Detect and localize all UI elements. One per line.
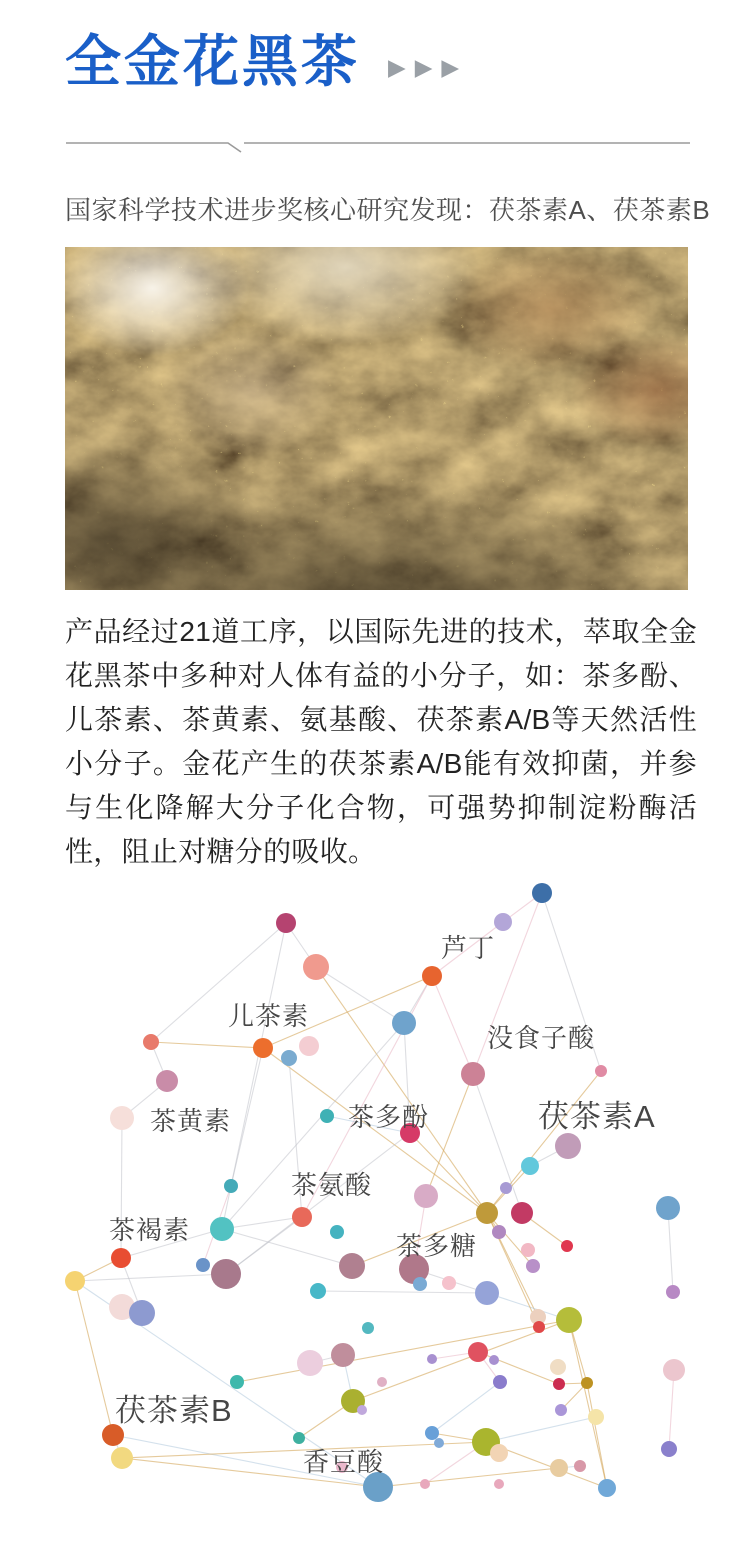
molecule-node (425, 1426, 439, 1440)
network-edge (316, 967, 404, 1023)
molecule-node (500, 1182, 512, 1194)
molecule-node (111, 1248, 131, 1268)
molecule-node (561, 1240, 573, 1252)
molecule-node (556, 1307, 582, 1333)
molecule-node (553, 1378, 565, 1390)
molecule-node (595, 1065, 607, 1077)
molecule-node (574, 1460, 586, 1472)
molecule-node (413, 1277, 427, 1291)
molecule-label: 芦丁 (441, 933, 496, 963)
description-paragraph: 产品经过21道工序，以国际先进的技术，萃取全金花黑茶中多种对人体有益的小分子，如：茶多酚、儿茶素、茶黄素、氨基酸、茯茶素A/B等天然活性小分子。金花产生的茯茶素A/B能有效抑菌，并参与生化降解大分子化合物，可强势抑制淀粉酶活性，阻止对糖分的吸收。 (65, 616, 697, 867)
network-edge (237, 1320, 569, 1382)
molecule-label: 茯茶素B (115, 1393, 233, 1428)
molecule-node (666, 1285, 680, 1299)
molecule-node (310, 1283, 326, 1299)
molecule-node (330, 1225, 344, 1239)
network-edge (75, 1281, 113, 1435)
molecule-node (550, 1459, 568, 1477)
molecule-node (210, 1217, 234, 1241)
molecule-node (196, 1258, 210, 1272)
molecule-label: 香豆酸 (303, 1447, 385, 1477)
network-edge (318, 1291, 487, 1293)
molecule-node (468, 1342, 488, 1362)
molecule-node (588, 1409, 604, 1425)
molecule-node (521, 1243, 535, 1257)
molecule-node (661, 1441, 677, 1457)
molecule-node (442, 1276, 456, 1290)
molecule-label: 茶多酚 (348, 1102, 430, 1132)
molecule-node (555, 1404, 567, 1416)
molecule-node (281, 1050, 297, 1066)
molecule-node (476, 1202, 498, 1224)
molecule-node (493, 1375, 507, 1389)
molecule-node (533, 1321, 545, 1333)
molecule-node (427, 1354, 437, 1364)
molecule-node (339, 1253, 365, 1279)
molecule-node (414, 1184, 438, 1208)
network-edge (151, 1042, 263, 1048)
molecule-node (521, 1157, 539, 1175)
network-edge (432, 976, 473, 1074)
molecule-node (526, 1259, 540, 1273)
molecule-node (532, 883, 552, 903)
molecule-node (461, 1062, 485, 1086)
network-edge (432, 1382, 500, 1433)
molecule-node (581, 1377, 593, 1389)
molecule-node (475, 1281, 499, 1305)
molecule-node (211, 1259, 241, 1289)
subtitle: 国家科学技术进步奖核心研究发现：茯茶素A、茯茶素B (65, 195, 711, 225)
molecule-node (276, 913, 296, 933)
molecule-node (111, 1447, 133, 1469)
molecule-node (299, 1036, 319, 1056)
molecule-label: 茶多糖 (396, 1231, 478, 1261)
molecule-node (656, 1196, 680, 1220)
molecule-label: 茯茶素A (538, 1099, 656, 1134)
molecule-node (357, 1405, 367, 1415)
molecule-label: 茶氨酸 (291, 1170, 373, 1200)
network-edge (473, 1074, 522, 1213)
molecule-node (494, 913, 512, 931)
molecule-node (292, 1207, 312, 1227)
molecule-node (550, 1359, 566, 1375)
molecule-node (224, 1179, 238, 1193)
triple-arrow-icon: ▶▶▶ (388, 53, 469, 80)
molecule-node (110, 1106, 134, 1130)
molecule-node (65, 1271, 85, 1291)
page-title: 全金花黑茶 (65, 30, 360, 93)
network-edge (669, 1370, 674, 1449)
molecule-node (143, 1034, 159, 1050)
network-edge (378, 1468, 559, 1487)
molecule-node (434, 1438, 444, 1448)
molecule-network-diagram (0, 860, 750, 1560)
molecule-label: 没食子酸 (487, 1023, 596, 1053)
molecule-node (156, 1070, 178, 1092)
network-edge (222, 1217, 302, 1229)
molecule-node (492, 1225, 506, 1239)
molecule-node (420, 1479, 430, 1489)
product-photo (65, 247, 688, 590)
molecule-node (320, 1109, 334, 1123)
molecule-label: 儿茶素 (228, 1001, 310, 1031)
molecule-node (362, 1322, 374, 1334)
molecule-node (253, 1038, 273, 1058)
network-edge (668, 1208, 673, 1292)
molecule-label: 茶黄素 (150, 1106, 232, 1136)
molecule-node (297, 1350, 323, 1376)
molecule-node (489, 1355, 499, 1365)
molecule-node (598, 1479, 616, 1497)
network-edge (486, 1417, 596, 1442)
tea-texture (65, 247, 688, 590)
molecule-node (511, 1202, 533, 1224)
molecule-node (331, 1343, 355, 1367)
network-edge (75, 1274, 226, 1281)
molecule-node (422, 966, 442, 986)
molecule-label: 茶褐素 (109, 1215, 191, 1245)
header (65, 30, 468, 94)
molecule-node (129, 1300, 155, 1326)
molecule-node (490, 1444, 508, 1462)
molecule-node (555, 1133, 581, 1159)
molecule-node (303, 954, 329, 980)
network-edge (226, 1133, 410, 1274)
divider-line (0, 130, 750, 156)
molecule-node (377, 1377, 387, 1387)
network-edge (569, 1320, 607, 1488)
molecule-node (392, 1011, 416, 1035)
molecule-node (494, 1479, 504, 1489)
molecule-node (663, 1359, 685, 1381)
